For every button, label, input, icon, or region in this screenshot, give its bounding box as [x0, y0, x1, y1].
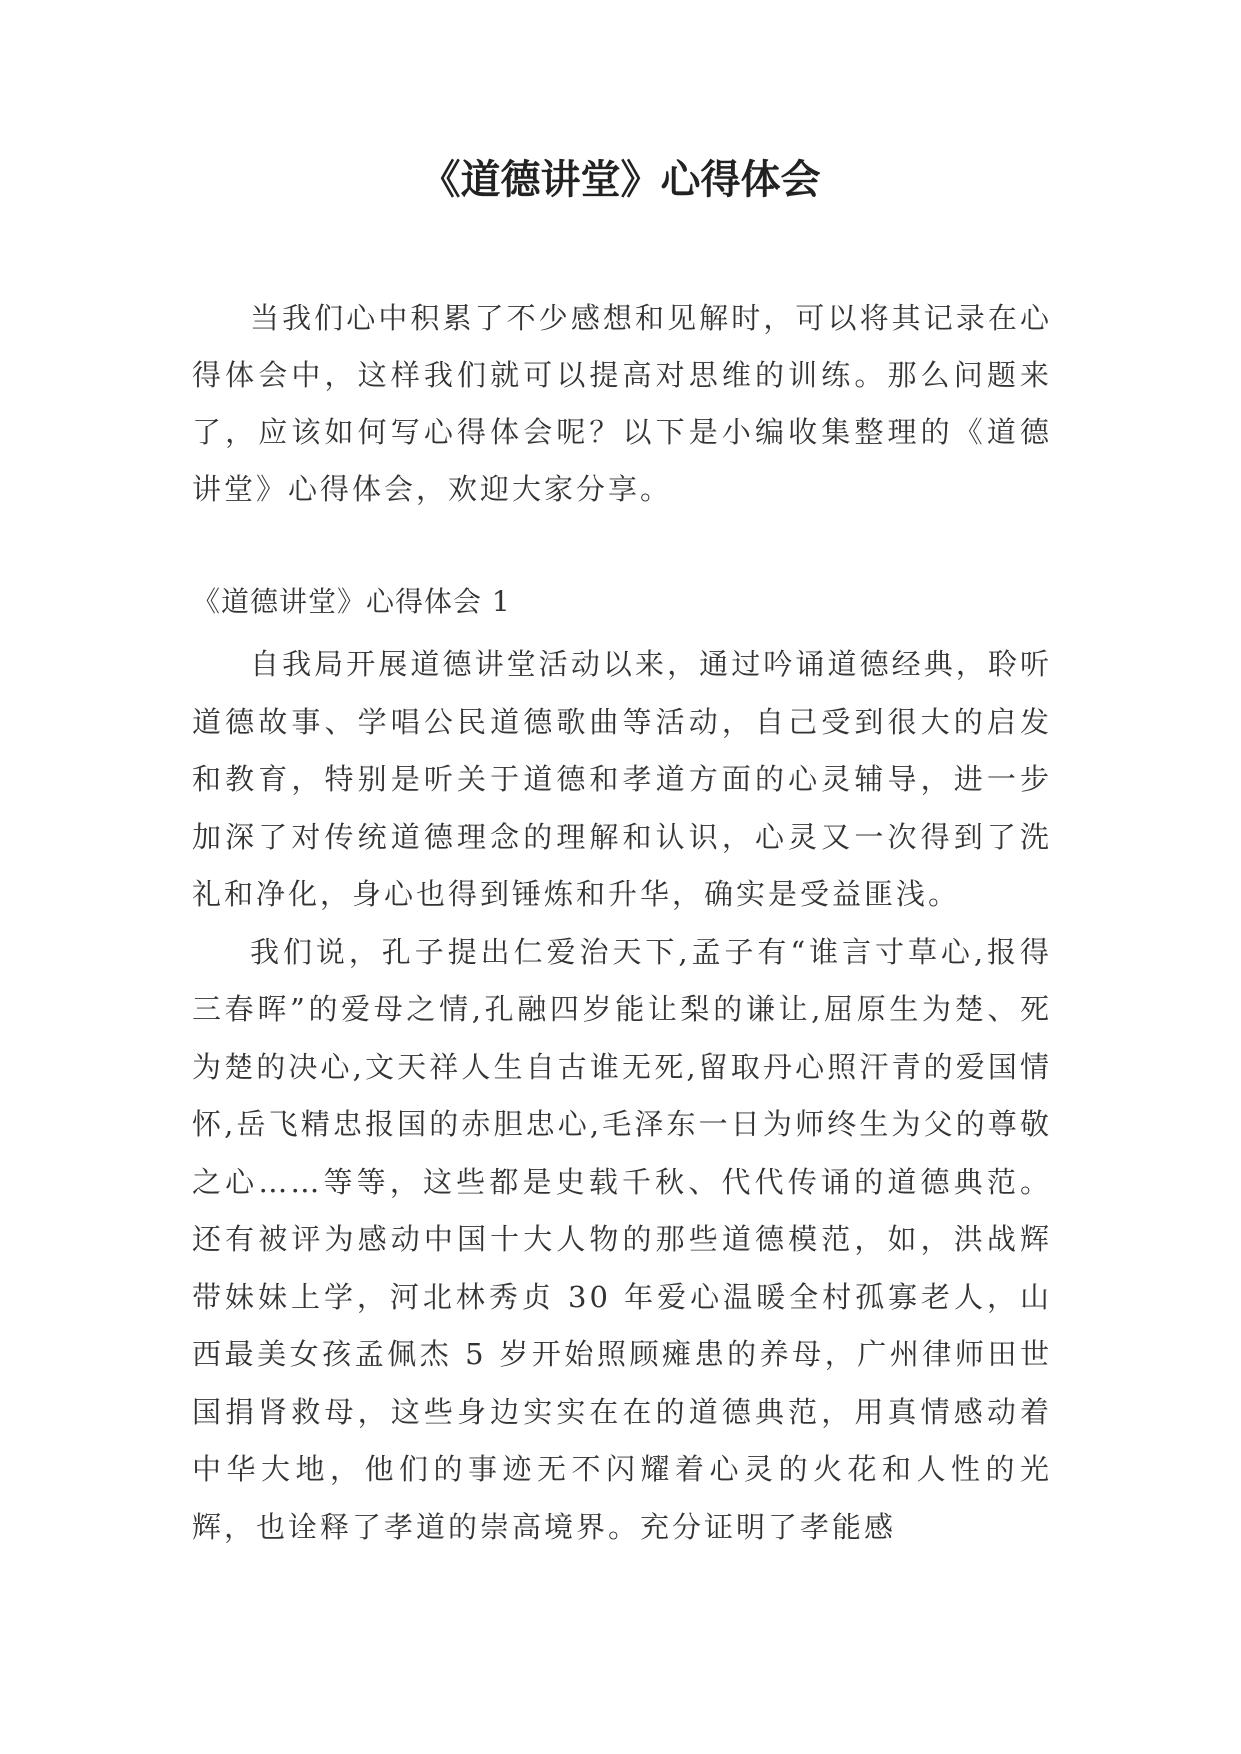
section-heading: 《道德讲堂》心得体会 1	[192, 585, 511, 618]
body-paragraph: 自我局开展道德讲堂活动以来，通过吟诵道德经典，聆听道德故事、学唱公民道德歌曲等活动，自己受到很大的启发和教育，特别是听关于道德和孝道方面的心灵辅导，进一步加深了对传统道德理念的理解和认识，心灵又一次得到了洗礼和净化，身心也得到锤炼和升华，确实是受益匪浅。	[192, 647, 1052, 911]
intro-paragraph: 当我们心中积累了不少感想和见解时，可以将其记录在心得体会中，这样我们就可以提高对思维的训练。那么问题来了，应该如何写心得体会呢？以下是小编收集整理的《道德讲堂》心得体会，欢迎大家分享。	[192, 301, 1052, 506]
body-paragraph: 我们说，孔子提出仁爱治天下,孟子有“谁言寸草心,报得三春晖”的爱母之情,孔融四岁能让梨的谦让,屈原生为楚、死为楚的决心,文天祥人生自古谁无死,留取丹心照汗青的爱国情怀,岳飞精忠报国的赤胆忠心,毛泽东一日为师终生为父的尊敬之心……等等，这些都是史载千秋、代代传诵的道德典范。还有被评为感动中国十大人物的那些道德模范，如，洪战辉带妹妹上学，河北林秀贞 30 年爱心温暖全村孤寡老人，山西最美女孩孟佩杰 5 岁开始照顾瘫患的养母，广州律师田世国捐肾救母，这些身边实实在在的道德典范，用真情感动着中华大地，他们的事迹无不闪耀着心灵的火花和人性的光辉，也诠释了孝道的崇高境界。充分证明了孝能感	[192, 934, 1052, 1544]
section-body	[192, 636, 1052, 1556]
document-title: 《道德讲堂》心得体会	[420, 157, 821, 203]
